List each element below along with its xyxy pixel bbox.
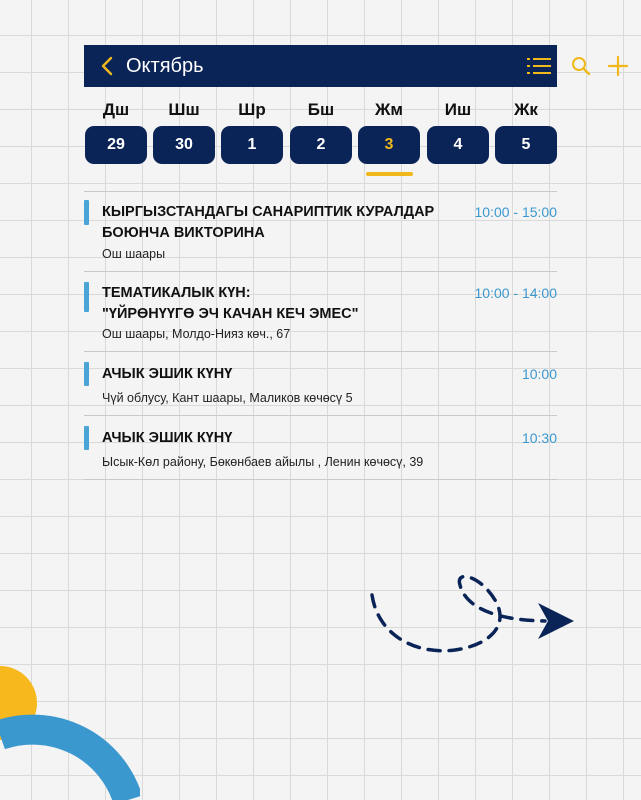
- event-item[interactable]: [84, 192, 557, 271]
- date-button[interactable]: 4: [427, 126, 489, 164]
- month-title: Октябрь: [126, 55, 204, 77]
- event-time: 10:00: [521, 366, 557, 382]
- event-title: ТЕМАТИКАЛЫК КҮН: "ҮЙРӨНҮҮГӨ ЭЧ КАЧАН КЕЧ ЭМЕС": [102, 285, 359, 322]
- event-item[interactable]: [84, 272, 557, 351]
- weekday-label: Шр: [238, 100, 266, 119]
- event-title: АЧЫК ЭШИК КҮНҮ: [102, 430, 233, 446]
- event-item[interactable]: [84, 416, 557, 479]
- event-location: Ысык-Көл району, Бөкөнбаев айылы , Ленин көчөсү, 39: [102, 455, 424, 469]
- event-item[interactable]: [84, 352, 557, 415]
- event-accent-bar: [84, 426, 89, 450]
- date-button[interactable]: 30: [153, 126, 215, 164]
- chevron-left-icon[interactable]: [98, 56, 118, 76]
- date-button[interactable]: 29: [85, 126, 147, 164]
- plus-icon[interactable]: [607, 55, 629, 77]
- date-button[interactable]: 2: [290, 126, 352, 164]
- event-title: КЫРГЫЗСТАНДАГЫ САНАРИПТИК КУРАЛДАР БОЮНЧА ВИКТОРИНА: [102, 204, 435, 241]
- weekday-label: Бш: [307, 100, 335, 119]
- search-icon[interactable]: [570, 55, 592, 77]
- event-accent-bar: [84, 362, 89, 386]
- weekday-label: Жк: [514, 100, 538, 119]
- event-title: АЧЫК ЭШИК КҮНҮ: [102, 366, 233, 382]
- event-location: Ош шаары, Молдо-Нияз көч., 67: [102, 327, 291, 341]
- date-button[interactable]: 1: [221, 126, 283, 164]
- dashed-arrow-decoration: [360, 555, 580, 665]
- divider: [84, 479, 557, 480]
- date-button[interactable]: 5: [495, 126, 557, 164]
- event-time: 10:30: [521, 430, 557, 446]
- weekday-label: Иш: [444, 100, 472, 119]
- event-time: 10:00 - 14:00: [474, 285, 557, 301]
- weekday-label: Жм: [375, 100, 403, 119]
- weekday-label: Шш: [168, 100, 200, 119]
- weekday-label: Дш: [102, 100, 130, 119]
- selected-day-indicator: [366, 172, 413, 176]
- event-accent-bar: [84, 200, 89, 225]
- calendar-header: [84, 45, 557, 87]
- date-button-selected[interactable]: 3: [358, 126, 420, 164]
- event-location: Чүй облусу, Кант шаары, Маликов көчөсү 5: [102, 391, 353, 405]
- corner-circles-decoration: [0, 665, 140, 800]
- event-time: 10:00 - 15:00: [474, 204, 557, 220]
- event-location: Ош шаары: [102, 247, 166, 261]
- event-accent-bar: [84, 282, 89, 312]
- list-icon[interactable]: [527, 56, 551, 76]
